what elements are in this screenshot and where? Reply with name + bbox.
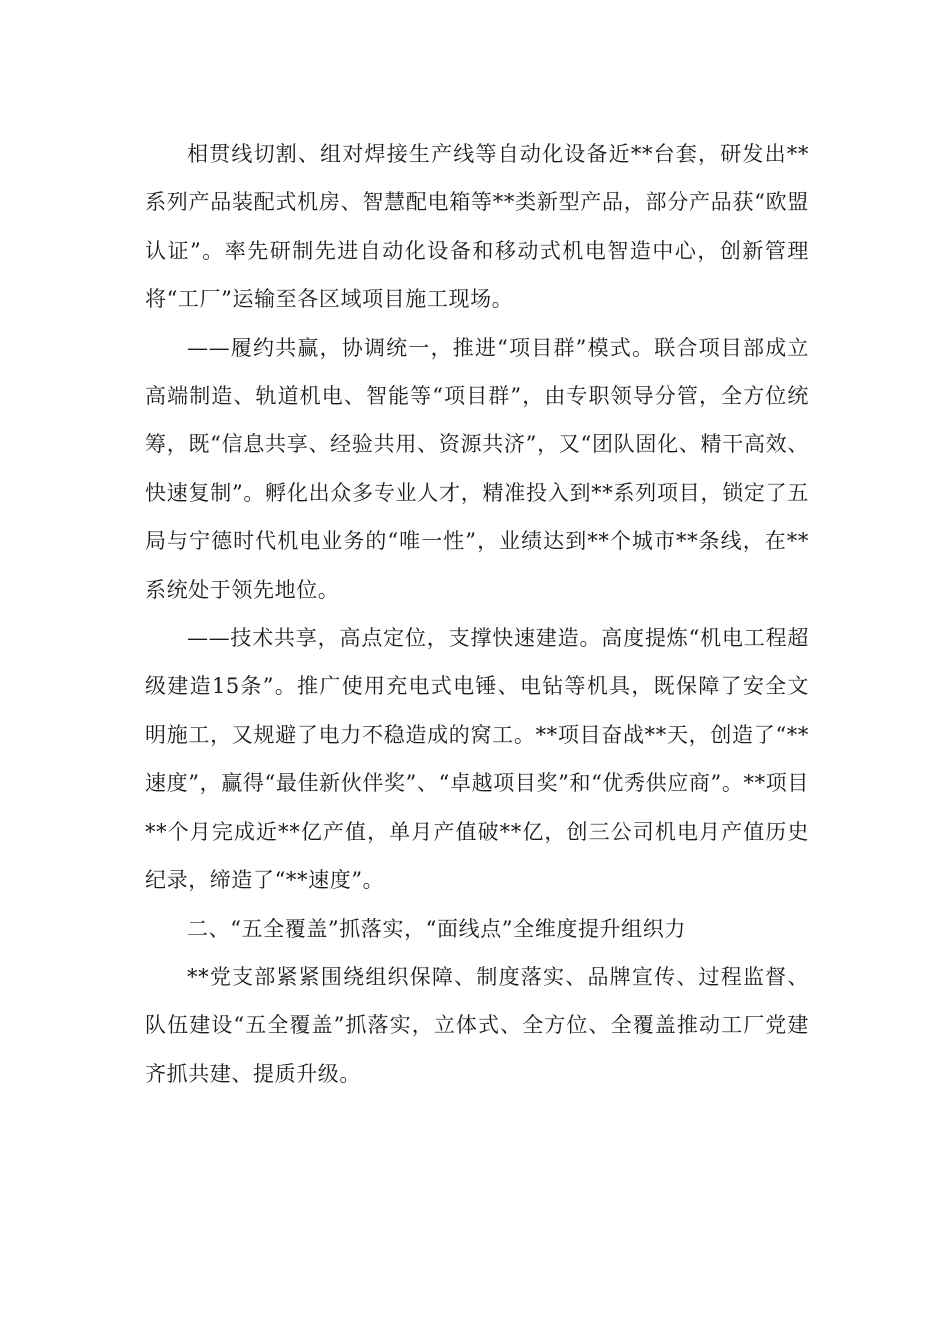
paragraph-project-group: ——履约共赢，协调统一，推进“项目群”模式。联合项目部成立高端制造、轨道机电、智能等“项目群”，由专职领导分管，全方位统筹，既“信息共享、经验共用、资源共济”，又“团队固化、精干高效、快速复制”。孵化出众多专业人才，精准投入到**系列项目，锁定了五局与宁德时代机电业务的“唯一性”，业绩达到**个城市**条线，在**系统处于领先地位。	[145, 335, 809, 602]
section-heading: 二、“五全覆盖”抓落实，“面线点”全维度提升组织力	[187, 916, 686, 941]
document-body	[145, 130, 809, 1098]
paragraph-tech-sharing: ——技术共享，高点定位，支撑快速建造。高度提炼“机电工程超级建造15条”。推广使用充电式电锤、电钻等机具，既保障了安全文明施工，又规避了电力不稳造成的窝工。**项目奋战**天，创造了“**速度”，赢得“最佳新伙伴奖”、“卓越项目奖”和“优秀供应商”。**项目**个月完成近**亿产值，单月产值破**亿，创三公司机电月产值历史纪录，缔造了“**速度”。	[145, 626, 809, 893]
paragraph-automation: 相贯线切割、组对焊接生产线等自动化设备近**台套，研发出**系列产品装配式机房、智慧配电箱等**类新型产品，部分产品获“欧盟认证”。率先研制先进自动化设备和移动式机电智造中心，创新管理将“工厂”运输至各区域项目施工现场。	[145, 142, 809, 312]
paragraph-party-branch: **党支部紧紧围绕组织保障、制度落实、品牌宣传、过程监督、队伍建设“五全覆盖”抓落实，立体式、全方位、全覆盖推动工厂党建齐抓共建、提质升级。	[145, 964, 809, 1086]
